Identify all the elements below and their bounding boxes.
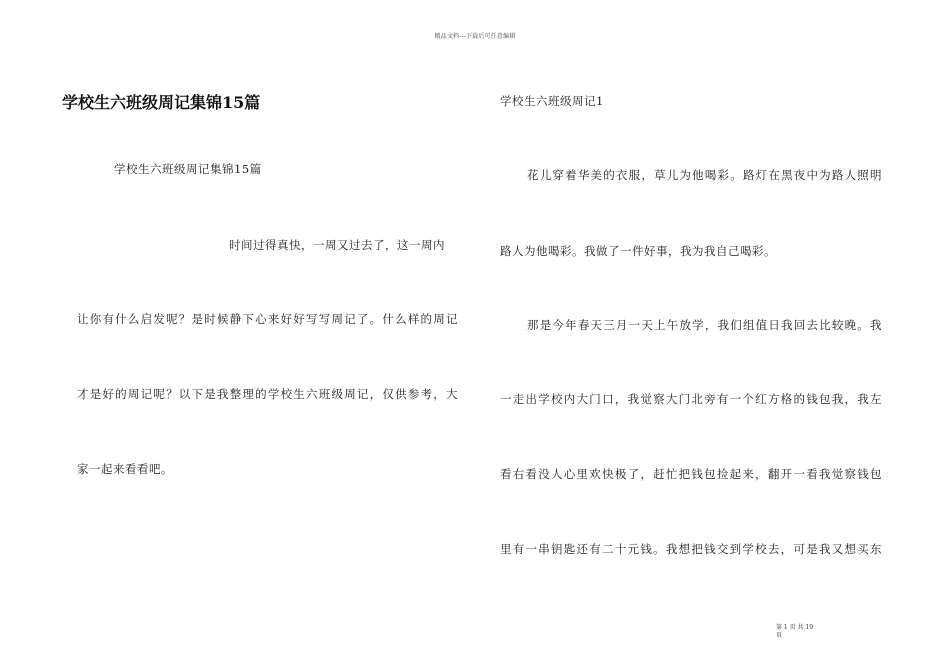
- intro-line-3: 才是好的周记呢？以下是我整理的学校生六班级周记，仅供参考，大: [77, 387, 458, 401]
- intro-line-1: 时间过得真快，一周又过去了，这一周内: [229, 238, 445, 252]
- document-title: 学校生六班级周记集锦15篇: [62, 93, 261, 112]
- section-heading: 学校生六班级周记1: [500, 94, 604, 108]
- intro-line-4: 家一起来看看吧。: [77, 462, 173, 476]
- page-number-line-2: 页: [776, 632, 783, 639]
- intro-line-2: 让你有什么启发呢？是时候静下心来好好写写周记了。什么样的周记: [77, 312, 458, 326]
- body-line-2: 路人为他喝彩。我做了一件好事，我为我自己喝彩。: [500, 244, 776, 258]
- page-number-line-1: 第 1 页 共 19: [776, 624, 814, 631]
- body-line-1: 花儿穿着华美的衣服，草儿为他喝彩。路灯在黑夜中为路人照明: [527, 168, 882, 182]
- page-number: [776, 624, 836, 640]
- body-line-6: 里有一串钥匙还有二十元钱。我想把钱交到学校去，可是我又想买东: [500, 542, 882, 556]
- subtitle: 学校生六班级周记集锦15篇: [114, 162, 262, 176]
- body-line-3: 那是今年春天三月一天上午放学，我们组值日我回去比较晚。我: [527, 318, 882, 332]
- body-line-4: 一走出学校内大门口，我觉察大门北旁有一个红方格的钱包我，我左: [500, 392, 882, 406]
- body-line-5: 看右看没人心里欢快极了，赶忙把钱包捡起来，翻开一看我觉察钱包: [500, 467, 882, 481]
- header-note: 精品文档---下载后可任意编辑: [434, 33, 516, 40]
